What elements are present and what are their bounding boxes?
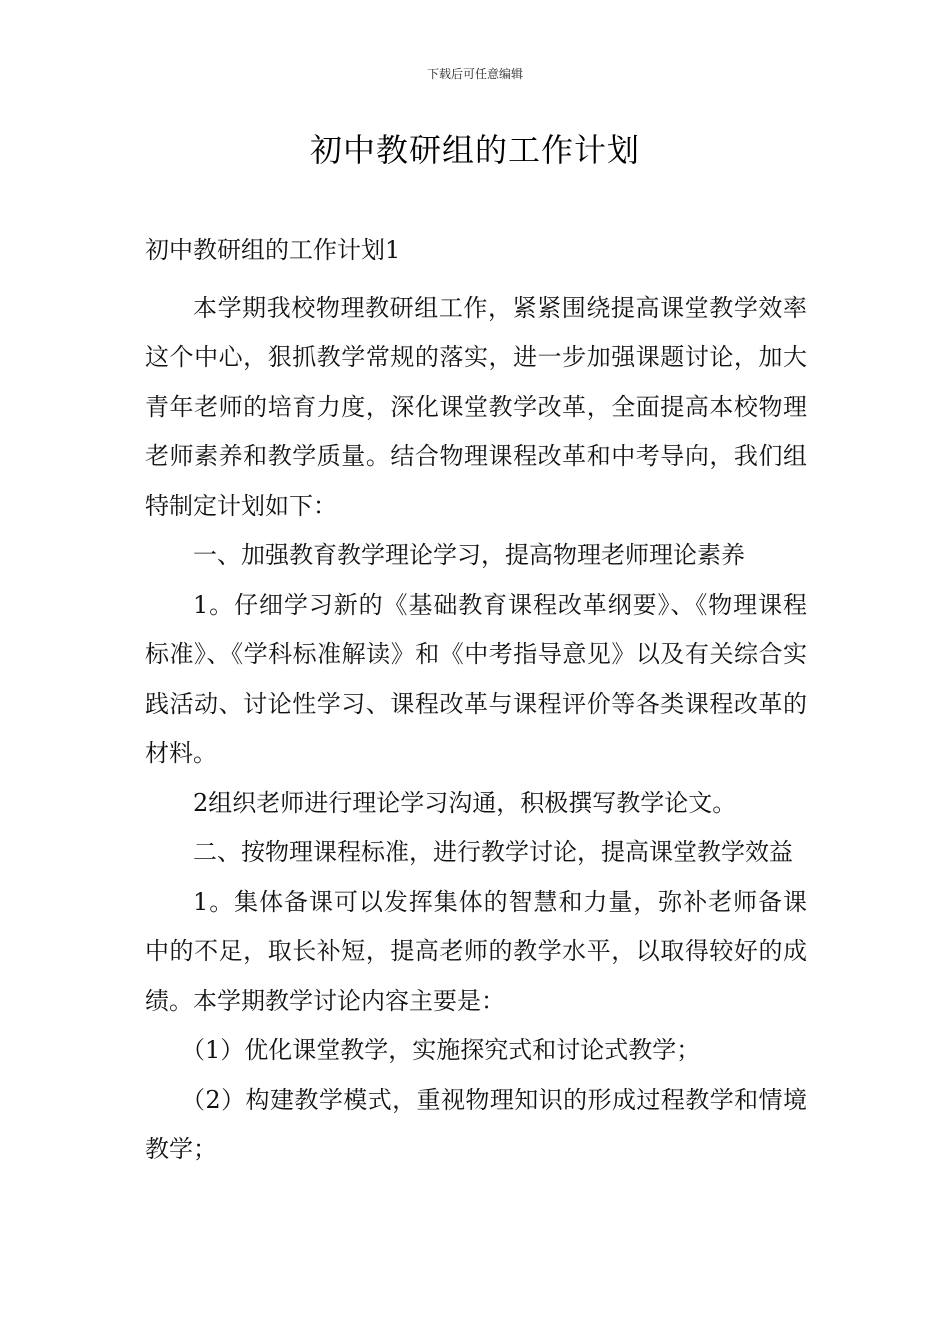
paragraph-item-1: 1。仔细学习新的《基础教育课程改革纲要》、《物理课程标准》、《学科标准解读》和《中考指导意见》以及有关综合实践活动、讨论性学习、课程改革与课程评价等各类课程改革的材料。 — [145, 590, 807, 767]
paragraph-collective-prep: 1。集体备课可以发挥集体的智慧和力量，弥补老师备课中的不足，取长补短，提高老师的教学水平，以取得较好的成绩。本学期教学讨论内容主要是： — [145, 887, 807, 1015]
heading-section-one: 一、加强教育教学理论学习，提高物理老师理论素养 — [193, 541, 745, 569]
section-subtitle: 初中教研组的工作计划1 — [145, 236, 401, 264]
document-body — [145, 226, 807, 1175]
document-title: 初中教研组的工作计划 — [309, 131, 640, 169]
header-note: 下载后可任意编辑 — [426, 67, 523, 81]
heading-section-two: 二、按物理课程标准，进行教学讨论，提高课堂教学效益 — [193, 838, 793, 866]
paragraph-item-2: 2组织老师进行理论学习沟通，积极撰写教学论文。 — [193, 788, 737, 817]
list-item-2: （2）构建教学模式，重视物理知识的形成过程教学和情境教学； — [145, 1085, 807, 1163]
paragraph-intro: 本学期我校物理教研组工作，紧紧围绕提高课堂教学效率这个中心，狠抓教学常规的落实，进一步加强课题讨论，加大青年老师的培育力度，深化课堂教学改革，全面提高本校物理老师素养和教学质量。结合物理课程改革和中考导向，我们组特制定计划如下： — [145, 293, 807, 520]
list-item-1: （1）优化课堂教学，实施探究式和讨论式教学； — [181, 1036, 701, 1064]
